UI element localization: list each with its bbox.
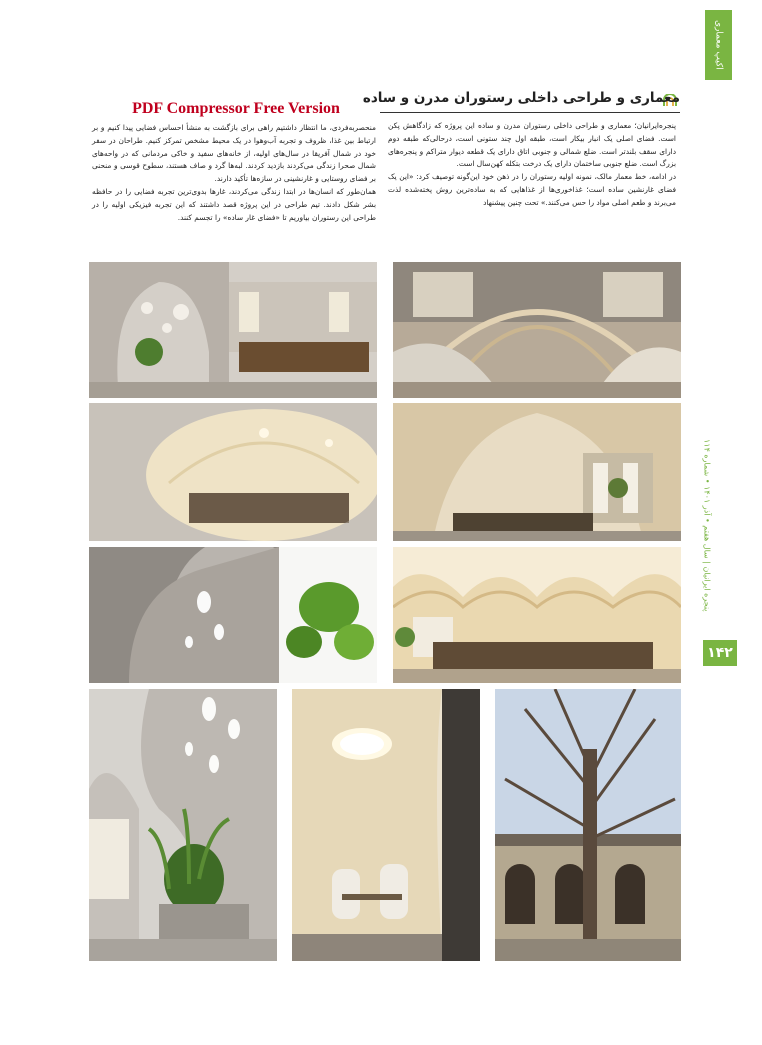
curved-wall-plant-photo xyxy=(89,547,377,683)
paragraph: پنجره‌ایرانیان؛ معماری و طراحی داخلی رستوران مدرن و ساده این پروژه که زادگاهش پکن است. فضای اصلی یک انبار بیکار است، طبقه اول چند ستونی است، درحالی‌که طبقه دوم دارای سقف بلندتر است. ضلع شمالی و جنوبی اتاق دارای یک قطعه دیوار متراکم و پنجره‌های بزرگ است. ضلع جنوبی ساختمان دارای یک درخت بتکله کهن‌سال است. xyxy=(388,121,676,169)
journal-running-head-label: پنجره ایرانیان | سال هفتم • آذر ۱۴۰۱ • شماره ۱۱۴ xyxy=(702,438,712,612)
round-window-interior-photo xyxy=(89,262,377,398)
exterior-tree-photo xyxy=(495,689,681,961)
title-divider xyxy=(380,112,680,113)
paragraph: همان‌طور که انسان‌ها در ابتدا زندگی می‌کردند، غارها بدوی‌ترین تجربه فضایی را در حافظه بشر شکل دادند. تیم طراحی در این پروژه قصد داشتند که این تجربه فیزیکی اولیه را در طراحی این رستوران بیاوریم تا «فضای غار ساده» را تجسم کنند. xyxy=(92,186,376,222)
arched-dining-photo xyxy=(393,403,681,541)
watermark: PDF Compressor Free Version xyxy=(132,100,340,117)
cave-column-plant-photo xyxy=(89,689,277,961)
paragraph: منحصربه‌فردی، ما انتظار داشتیم راهی برای بازگشت به منشأ احساس فضایی پیدا کنیم و بر ارتباط بین غذا، ظروف و تجربه آب‌وهوا در یک محیط مشخص تمرکز کنیم. طراحان در سفر خود در شمال آفریقا در سال‌های اولیه، از خانه‌های سفید و خاکی مردمانی که در واحه‌های شمال صحرا زندگی می‌کردند بازدید کردند. لبه‌ها گرد و صاف هستند، سطوح قوسی و منحنی بر فضای روستایی و غارنشینی در سازه‌ها تأکید دارند. xyxy=(92,123,376,184)
article-column-left xyxy=(92,122,376,260)
renovation-photo xyxy=(393,262,681,398)
article-column-right xyxy=(388,120,676,260)
section-tab-label: اکیپ معماری xyxy=(713,20,724,70)
booth-seating-photo xyxy=(292,689,480,961)
journal-running-head xyxy=(699,415,715,635)
arched-hall-wide-photo xyxy=(393,547,681,683)
page-number: ۱۴۲ xyxy=(703,640,737,666)
section-tab xyxy=(705,10,732,80)
article-title: معماری و طراحی داخلی رستوران مدرن و ساده xyxy=(362,90,680,106)
paragraph: در ادامه، خط معمار مالک، نمونه اولیه رستوران را در ذهن خود این‌گونه توصیف کرد: «این یک فضای غارنشین ساده است؛ غذاخوری‌ها از غذاهایی که به ساده‌ترین روش پخته‌شده لذت می‌برند و طعم اصلی مواد را حس می‌کنند.» تحت چنین پیشنهاد xyxy=(388,172,676,207)
round-portal-view-photo xyxy=(89,403,377,541)
